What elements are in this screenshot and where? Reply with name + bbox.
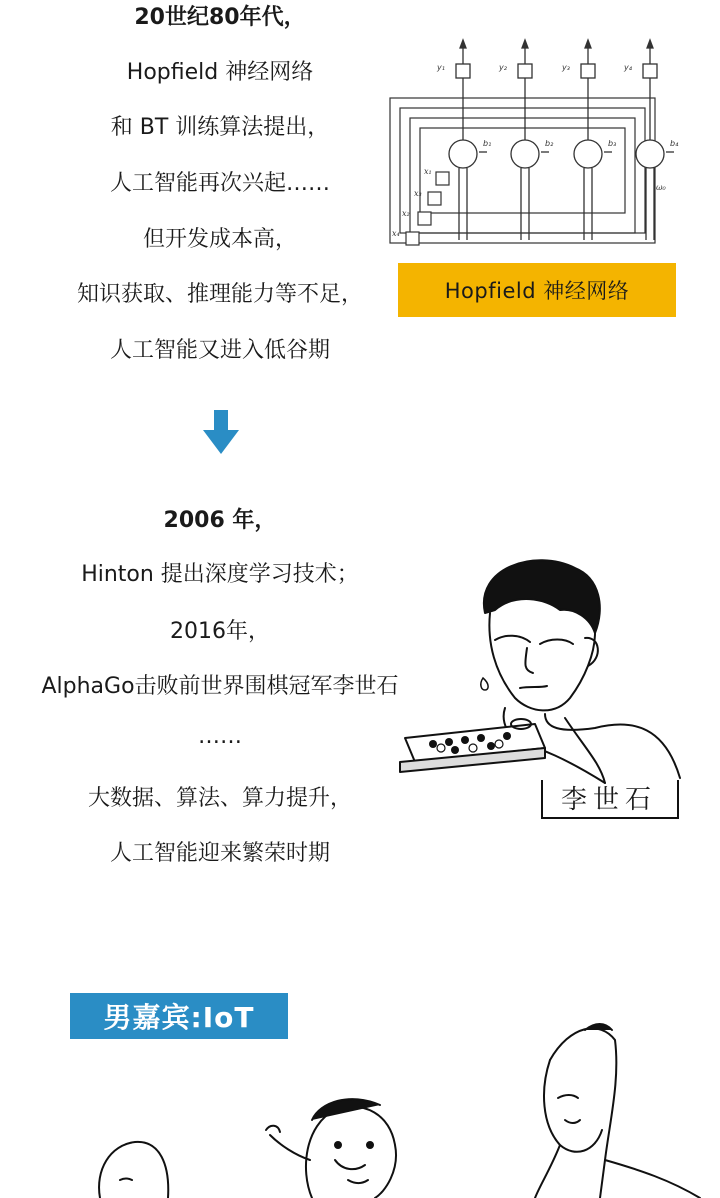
output-arrowhead [647,40,653,48]
output-label: y₁ [437,63,445,72]
text-2006-title: 2006 年， [163,508,277,533]
output-box [581,64,595,78]
output-arrowhead [460,40,466,48]
input-label: x₁ [424,167,432,176]
text-1980s-line: 知识获取、推理能力等不足， [76,282,363,307]
neuron-node [574,140,602,168]
output-box [643,64,657,78]
text-1980s-title: 20世纪80年代， [134,5,306,30]
bias-label: b₁ [483,139,492,148]
neuron-node [636,140,664,168]
input-box-x3 [418,212,431,225]
input-box-x1 [436,172,449,185]
text-2006-line: 人工智能迎来繁荣时期 [109,841,330,866]
text-2006-line: Hinton 提出深度学习技术； [81,562,359,587]
diagram-caption: Hopfield 神经网络 [398,263,676,317]
text-1980s-line: 但开发成本高， [142,227,297,252]
output-box [518,64,532,78]
input-label: x₂ [402,209,410,218]
text-1980s-line: 人工智能再次兴起…… [109,171,330,196]
bias-label: b₄ [670,139,679,148]
input-label: x₃ [414,189,422,198]
output-label: y₂ [499,63,507,72]
text-2006-line: …… [198,724,242,749]
output-label: y₃ [562,63,570,72]
arrow-down-icon [203,410,239,454]
output-label: y₄ [624,63,632,72]
input-box-x2 [428,192,441,205]
input-box-x4 [406,232,419,245]
text-1980s-line: 和 BT 训练算法提出， [110,115,330,140]
guest-badge: 男嘉宾:IoT [70,993,288,1039]
text-1980s-line: 人工智能又进入低谷期 [109,338,330,363]
text-2006-line: 大数据、算法、算力提升， [87,786,352,811]
text-1980s-line: Hopfield 神经网络 [126,60,314,85]
extra-label: ω₀ [656,183,666,192]
output-box [456,64,470,78]
hopfield-network-diagram [388,40,679,250]
bias-label: b₂ [545,139,554,148]
neuron-node [511,140,539,168]
output-arrowhead [585,40,591,48]
text-2006-line: AlphaGo击败前世界围棋冠军李世石 [41,674,399,699]
output-arrowhead [522,40,528,48]
bias-label: b₃ [608,139,617,148]
portrait-name-label: 李世石 [560,785,657,815]
text-2006-line: 2016年， [170,619,270,644]
go-player-sketch [395,548,695,788]
neuron-node [449,140,477,168]
input-label: x₄ [392,229,400,238]
bottom-characters-sketch [80,1020,720,1198]
